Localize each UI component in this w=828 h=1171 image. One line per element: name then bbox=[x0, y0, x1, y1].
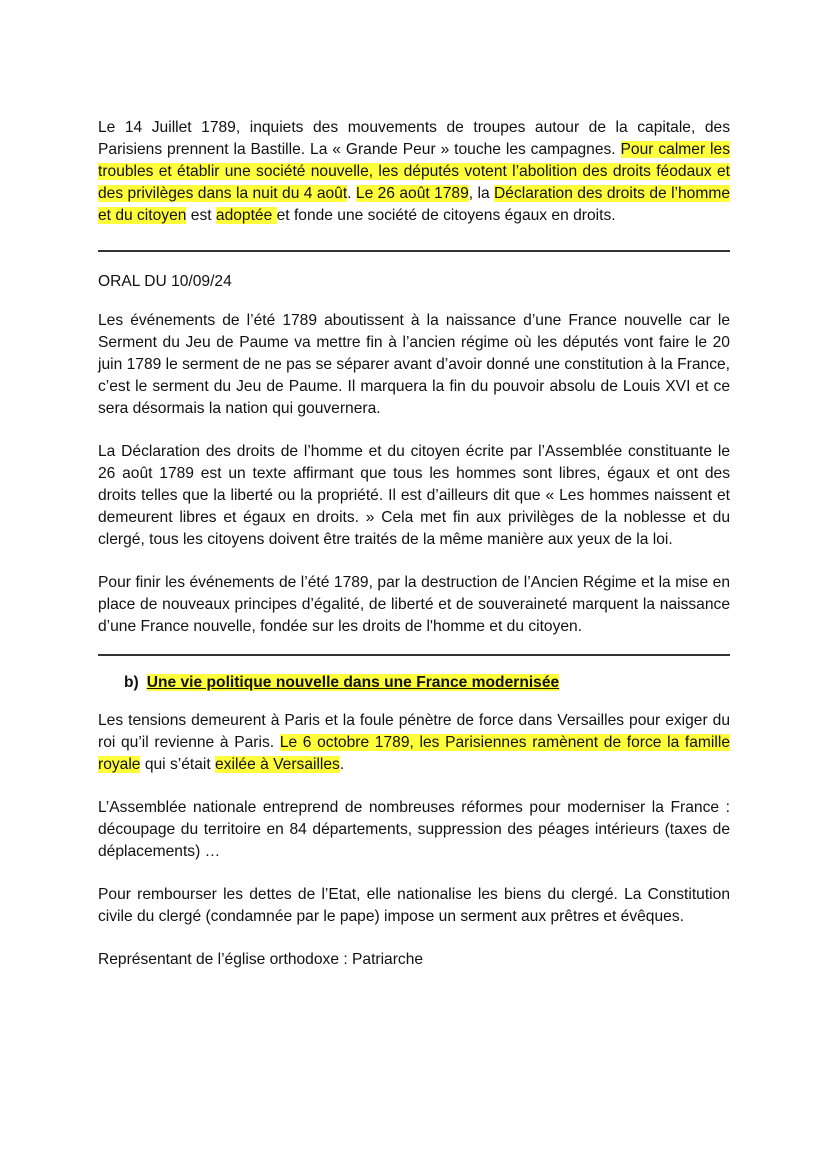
part-b-paragraph-4: Représentant de l’église orthodoxe : Patriarche bbox=[98, 951, 424, 968]
section-heading bbox=[98, 672, 730, 694]
oral-paragraph-3: Pour finir les événements de l’été 1789, par la destruction de l’Ancien Régime et la mise en place de nouveaux principes d’égalité, de liberté et de souveraineté marquent la naissance d’une France nouvelle, fondée sur les droits de l'homme et du citoyen. bbox=[98, 574, 730, 635]
section-title: Une vie politique nouvelle dans une France modernisée bbox=[146, 674, 560, 691]
highlighted-text: Le 6 octobre 1789, les Parisiennes ramènent de force la famille royale bbox=[98, 734, 730, 773]
highlighted-text: exilée à Versailles bbox=[215, 756, 340, 773]
section-divider bbox=[98, 654, 730, 656]
part-b-paragraph-2: L’Assemblée nationale entreprend de nombreuses réformes pour moderniser la France : découpage du territoire en 84 départements, suppression des péages intérieurs (taxes de déplacements) … bbox=[98, 799, 730, 860]
highlighted-text: adoptée bbox=[215, 207, 277, 224]
part-b-paragraph-1 bbox=[98, 710, 730, 776]
text-run: Le 14 Juillet 1789, inquiets des mouvements de troupes autour de la capitale, des Parisiens prennent la Bastille. La « Grande Peur » touche les campagnes. bbox=[98, 119, 730, 158]
text-run: , la bbox=[468, 185, 495, 202]
text-run: . bbox=[347, 185, 356, 202]
highlighted-text: Le 26 août 1789 bbox=[355, 185, 469, 202]
highlighted-text: Déclaration des droits de l’homme et du citoyen bbox=[98, 185, 730, 224]
section-divider bbox=[98, 250, 730, 252]
highlighted-text: Pour calmer les troubles et établir une société nouvelle, les députés votent l’abolition des droits féodaux et des privilèges dans la nuit du 4 août bbox=[98, 141, 730, 202]
part-b-paragraph-3: Pour rembourser les dettes de l’Etat, elle nationalise les biens du clergé. La Constitution civile du clergé (condamnée par le pape) impose un serment aux prêtres et évêques. bbox=[98, 886, 730, 925]
oral-paragraph-2: La Déclaration des droits de l’homme et du citoyen écrite par l’Assemblée constituante le 26 août 1789 est un texte affirmant que tous les hommes sont libres, égaux et ont des droits telles que la liberté ou la propriété. Il est d’ailleurs dit que « Les hommes naissent et demeurent libres et égaux en droits. » Cela met fin aux privilèges de la noblesse et du clergé, tous les citoyens doivent être traités de la même manière aux yeux de la loi. bbox=[98, 443, 730, 548]
oral-paragraph-1: Les événements de l’été 1789 aboutissent à la naissance d’une France nouvelle car le Serment du Jeu de Paume va mettre fin à l’ancien régime où les députés vont faire le 20 juin 1789 le serment de ne pas se séparer avant d’avoir donné une constitution à la France, c’est le serment du Jeu de Paume. Il marquera la fin du pouvoir absolu de Louis XVI et ce sera désormais la nation qui gouvernera. bbox=[98, 312, 730, 417]
intro-paragraph bbox=[98, 117, 730, 227]
document-page bbox=[98, 117, 730, 971]
text-run: est bbox=[186, 207, 216, 224]
section-letter: b) bbox=[124, 674, 139, 691]
text-run: . bbox=[339, 756, 345, 773]
text-run: Les tensions demeurent à Paris et la foule pénètre de force dans Versailles pour exiger du roi qu’il revienne à Paris. bbox=[98, 712, 730, 751]
text-run: qui s’était bbox=[140, 756, 216, 773]
text-run: et fonde une société de citoyens égaux en droits. bbox=[276, 207, 616, 224]
oral-label: ORAL DU 10/09/24 bbox=[98, 273, 232, 290]
